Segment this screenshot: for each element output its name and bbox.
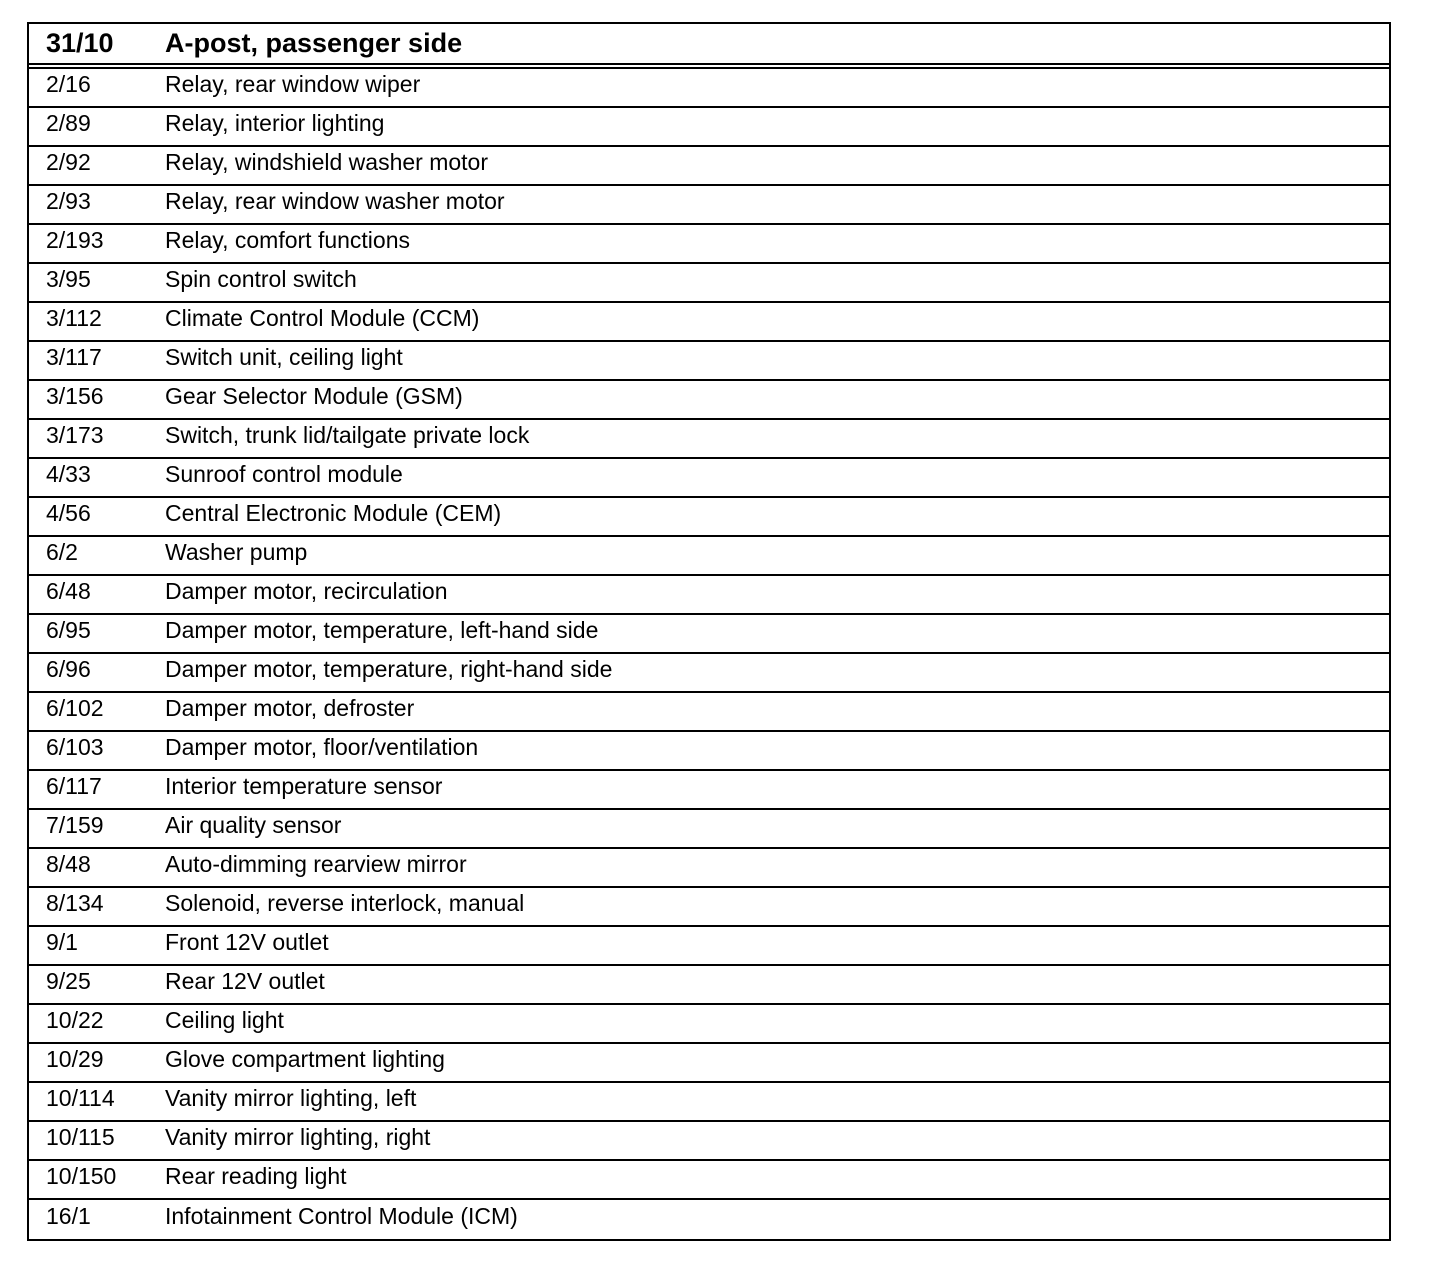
component-code: 10/22 bbox=[46, 1007, 104, 1033]
component-code: 7/159 bbox=[46, 812, 104, 838]
component-code: 4/33 bbox=[46, 461, 91, 487]
component-description: Rear reading light bbox=[165, 1163, 347, 1189]
header-title: A-post, passenger side bbox=[165, 28, 463, 58]
component-description: Solenoid, reverse interlock, manual bbox=[165, 890, 525, 916]
table-row bbox=[29, 966, 1389, 1005]
component-code: 8/48 bbox=[46, 851, 91, 877]
table-row bbox=[29, 1083, 1389, 1122]
component-description: Air quality sensor bbox=[165, 812, 342, 838]
table-row bbox=[29, 1161, 1389, 1200]
table-row bbox=[29, 615, 1389, 654]
table-row bbox=[29, 459, 1389, 498]
table-row bbox=[29, 420, 1389, 459]
table-row bbox=[29, 654, 1389, 693]
component-code: 9/25 bbox=[46, 968, 91, 994]
table-row bbox=[29, 927, 1389, 966]
table-row bbox=[29, 849, 1389, 888]
table-row bbox=[29, 1122, 1389, 1161]
component-table bbox=[27, 22, 1391, 1241]
component-description: Glove compartment lighting bbox=[165, 1046, 445, 1072]
table-row bbox=[29, 342, 1389, 381]
component-code: 10/115 bbox=[46, 1124, 115, 1150]
component-description: Damper motor, recirculation bbox=[165, 578, 448, 604]
component-code: 6/95 bbox=[46, 617, 91, 643]
component-code: 3/112 bbox=[46, 305, 102, 331]
component-description: Interior temperature sensor bbox=[165, 773, 443, 799]
table-row bbox=[29, 147, 1389, 186]
component-description: Rear 12V outlet bbox=[165, 968, 325, 994]
component-description: Damper motor, temperature, right-hand side bbox=[165, 656, 613, 682]
component-code: 8/134 bbox=[46, 890, 104, 916]
table-row bbox=[29, 1044, 1389, 1083]
table-row bbox=[29, 498, 1389, 537]
component-code: 6/48 bbox=[46, 578, 91, 604]
component-code: 16/1 bbox=[46, 1203, 91, 1229]
table-row bbox=[29, 225, 1389, 264]
component-description: Switch, trunk lid/tailgate private lock bbox=[165, 422, 530, 448]
component-description: Washer pump bbox=[165, 539, 308, 565]
component-description: Sunroof control module bbox=[165, 461, 403, 487]
component-code: 2/93 bbox=[46, 188, 91, 214]
component-description: Front 12V outlet bbox=[165, 929, 329, 955]
table-body bbox=[29, 69, 1389, 1239]
component-description: Relay, windshield washer motor bbox=[165, 149, 488, 175]
component-code: 2/92 bbox=[46, 149, 91, 175]
table-row bbox=[29, 810, 1389, 849]
component-code: 6/102 bbox=[46, 695, 104, 721]
component-code: 2/89 bbox=[46, 110, 91, 136]
table-row bbox=[29, 264, 1389, 303]
table-row bbox=[29, 888, 1389, 927]
table-row bbox=[29, 186, 1389, 225]
component-code: 10/150 bbox=[46, 1163, 117, 1189]
component-description: Damper motor, defroster bbox=[165, 695, 415, 721]
component-code: 10/29 bbox=[46, 1046, 104, 1072]
component-description: Infotainment Control Module (ICM) bbox=[165, 1203, 518, 1229]
header-code: 31/10 bbox=[46, 28, 114, 58]
component-code: 3/173 bbox=[46, 422, 104, 448]
component-code: 4/56 bbox=[46, 500, 91, 526]
component-code: 2/16 bbox=[46, 71, 91, 97]
table-row bbox=[29, 576, 1389, 615]
component-code: 6/117 bbox=[46, 773, 102, 799]
component-description: Switch unit, ceiling light bbox=[165, 344, 403, 370]
table-row bbox=[29, 1200, 1389, 1239]
component-code: 10/114 bbox=[46, 1085, 115, 1111]
table-row bbox=[29, 1005, 1389, 1044]
component-code: 6/96 bbox=[46, 656, 91, 682]
table-row bbox=[29, 108, 1389, 147]
component-description: Relay, comfort functions bbox=[165, 227, 411, 253]
component-description: Auto-dimming rearview mirror bbox=[165, 851, 467, 877]
table-row bbox=[29, 693, 1389, 732]
component-code: 9/1 bbox=[46, 929, 78, 955]
table-row bbox=[29, 303, 1389, 342]
component-code: 6/103 bbox=[46, 734, 104, 760]
table-row bbox=[29, 732, 1389, 771]
component-code: 3/156 bbox=[46, 383, 104, 409]
component-description: Vanity mirror lighting, right bbox=[165, 1124, 431, 1150]
component-description: Climate Control Module (CCM) bbox=[165, 305, 480, 331]
component-code: 3/117 bbox=[46, 344, 102, 370]
component-description: Relay, rear window wiper bbox=[165, 71, 421, 97]
table-row bbox=[29, 381, 1389, 420]
component-code: 2/193 bbox=[46, 227, 104, 253]
component-description: Spin control switch bbox=[165, 266, 357, 292]
component-description: Damper motor, temperature, left-hand side bbox=[165, 617, 599, 643]
component-code: 3/95 bbox=[46, 266, 91, 292]
component-description: Vanity mirror lighting, left bbox=[165, 1085, 417, 1111]
component-description: Relay, interior lighting bbox=[165, 110, 385, 136]
component-code: 6/2 bbox=[46, 539, 78, 565]
component-description: Relay, rear window washer motor bbox=[165, 188, 505, 214]
table-row bbox=[29, 69, 1389, 108]
component-description: Central Electronic Module (CEM) bbox=[165, 500, 502, 526]
component-description: Gear Selector Module (GSM) bbox=[165, 383, 463, 409]
table-row bbox=[29, 537, 1389, 576]
table-row bbox=[29, 771, 1389, 810]
component-description: Ceiling light bbox=[165, 1007, 284, 1033]
table-header bbox=[29, 24, 1389, 65]
component-description: Damper motor, floor/ventilation bbox=[165, 734, 479, 760]
